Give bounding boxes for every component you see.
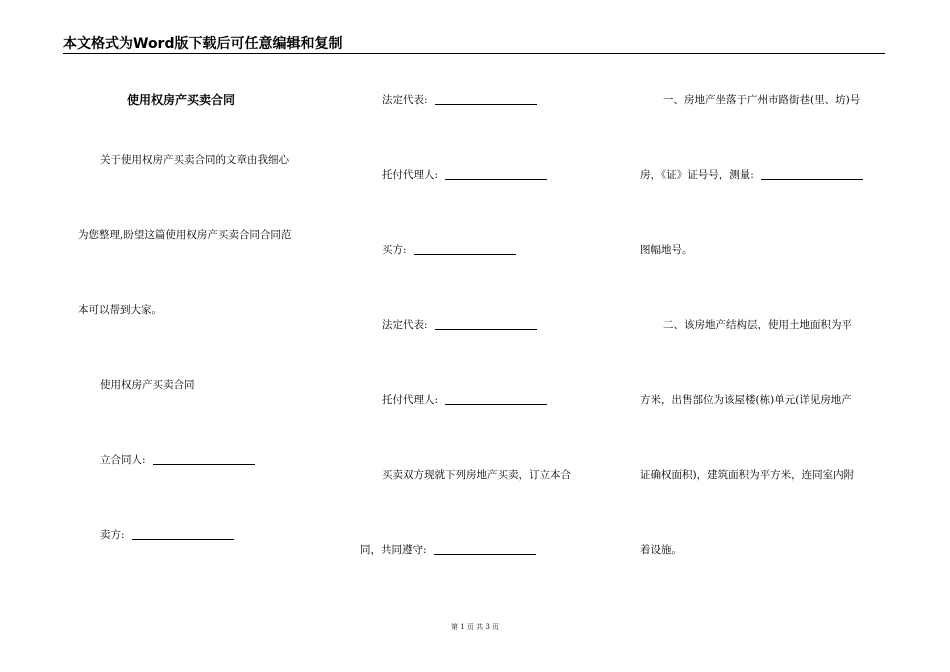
agent-label-2: 托付代理人: — [382, 394, 439, 406]
clause1-line-3: 图幅地号。 — [640, 244, 693, 256]
clause1-line-2 — [640, 168, 863, 182]
contract-subtitle: 使用权房产买卖合同 — [100, 379, 195, 391]
document-header: 本文格式为Word版下载后可任意编辑和复制 — [63, 36, 343, 52]
intro-line-1: 关于使用权房产买卖合同的文章由我细心 — [100, 154, 289, 166]
clause2-line-1: 二、该房地产结构层，使用土地面积为平 — [663, 319, 852, 331]
buyer-label: 买方: — [382, 244, 407, 256]
agent-line-2 — [382, 393, 547, 407]
page-footer: 第 1 页 共 3 页 — [450, 623, 500, 631]
buyer-blank — [414, 243, 516, 255]
clause1-line-1: 一、房地产坐落于广州市路街巷(里、坊)号 — [663, 94, 861, 106]
agent-line-1 — [382, 168, 547, 182]
contract-party-label: 立合同人: — [100, 454, 146, 466]
agent-label-1: 托付代理人: — [382, 169, 439, 181]
clause1-line-2-text: 房，《证》证号号，测量: — [640, 169, 754, 181]
agent-blank-2 — [445, 393, 547, 405]
seller-line — [100, 528, 234, 542]
agreement-line-2-text: 同，共同遵守: — [360, 544, 427, 556]
legal-rep-blank-2 — [435, 318, 537, 330]
legal-rep-blank-1 — [435, 93, 537, 105]
agent-blank-1 — [445, 168, 547, 180]
intro-line-2: 为您整理,盼望这篇使用权房产买卖合同合同范 — [78, 229, 292, 241]
agreement-line-2 — [360, 543, 536, 557]
legal-rep-line-1 — [382, 93, 537, 107]
buyer-line — [382, 243, 516, 257]
header-rule — [63, 53, 885, 54]
clause2-line-2: 方米，出售部位为该屋楼(栋)单元(详见房地产 — [640, 394, 852, 406]
clause2-line-4: 着设施。 — [640, 544, 682, 556]
seller-blank — [132, 528, 234, 540]
legal-rep-label-2: 法定代表: — [382, 319, 428, 331]
seller-label: 卖方: — [100, 529, 125, 541]
agreement-line-1: 买卖双方现就下列房地产买卖，订立本合 — [382, 469, 571, 481]
intro-line-3: 本可以帮到大家。 — [78, 304, 162, 316]
document-title: 使用权房产买卖合同 — [127, 93, 236, 107]
contract-party-line — [100, 453, 255, 467]
contract-party-blank — [153, 453, 255, 465]
legal-rep-label-1: 法定代表: — [382, 94, 428, 106]
clause2-line-3: 证确权面积)，建筑面积为平方米，连同室内附 — [640, 469, 855, 481]
agreement-blank — [434, 543, 536, 555]
legal-rep-line-2 — [382, 318, 537, 332]
survey-blank — [761, 168, 863, 180]
